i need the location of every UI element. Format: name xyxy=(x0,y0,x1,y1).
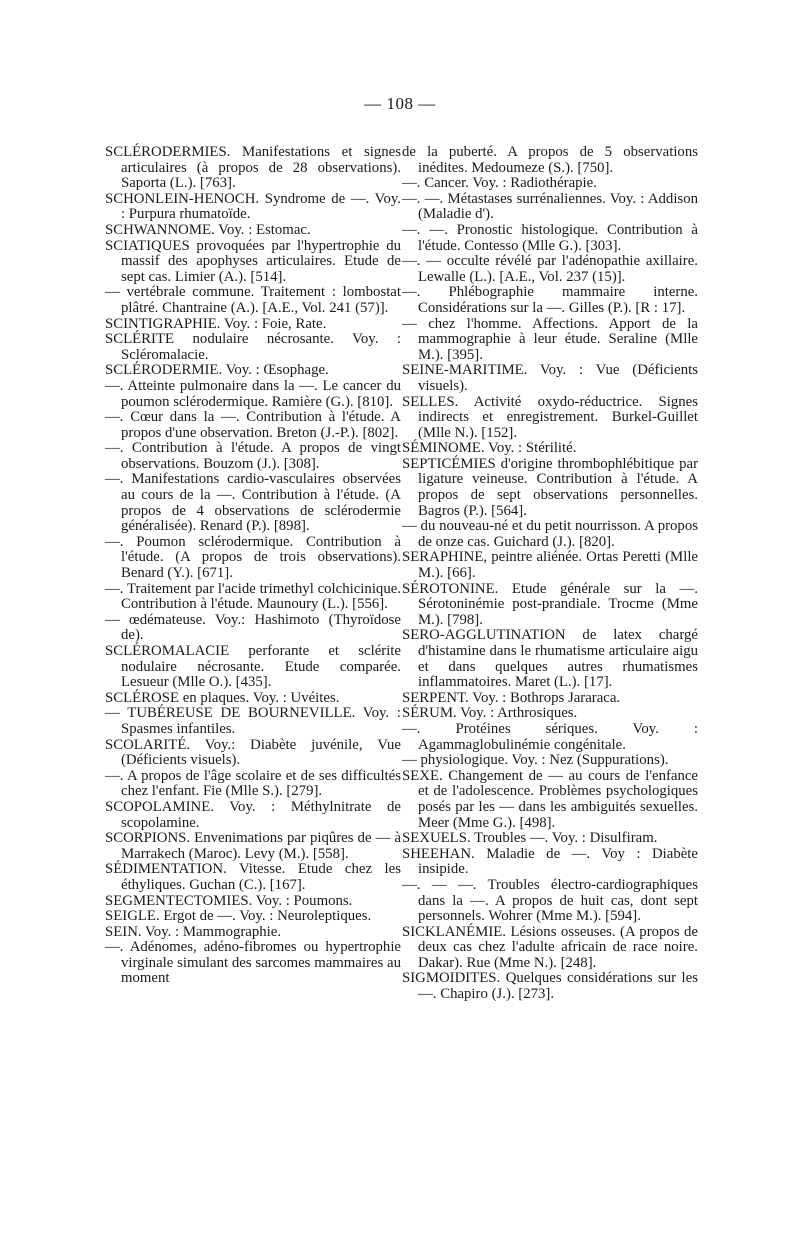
index-entry: SCORPIONS. Envenimations par piqûres de — à Marrakech (Maroc). Levy (M.). [558]. xyxy=(105,830,401,862)
index-entry: — vertébrale commune. Traitement : lombostat plâtré. Chantraine (A.). [A.E., Vol. 241 (57)]. xyxy=(105,284,401,316)
index-entry: —. A propos de l'âge scolaire et de ses difficultés chez l'enfant. Fie (Mlle S.). [279]. xyxy=(105,767,401,800)
index-entry: SCINTIGRAPHIE. Voy. : Foie, Rate. xyxy=(105,315,327,332)
index-entry: SEXUELS. Troubles —. Voy. : Disulfiram. xyxy=(402,830,658,847)
index-entry: SELLES. Activité oxydo-réductrice. Signes indirects et enregistrement. Burkel-Guillet (Mlle N.). [152]. xyxy=(402,393,698,441)
index-entry: SCLÉRODERMIES. Manifestations et signes articulaires (à propos de 28 observations). Saporta (L.). [763]. xyxy=(105,144,401,192)
index-entry: SEPTICÉMIES d'origine thrombophlébitique par ligature veineuse. Contribution à l'étude. A propos de sept observations personnelles. Bagros (P.). [564]. xyxy=(402,455,698,519)
index-entry: SHEEHAN. Maladie de —. Voy : Diabète insipide. xyxy=(402,845,698,878)
index-entry: SEINE-MARITIME. Voy. : Vue (Déficients visuels). xyxy=(402,362,698,394)
index-entry: —. — occulte révélé par l'adénopathie axillaire. Lewalle (L.). [A.E., Vol. 237 (15)]. xyxy=(402,253,698,285)
index-entry: SEGMENTECTOMIES. Voy. : Poumons. xyxy=(105,892,353,909)
index-entry: SCOLARITÉ. Voy.: Diabète juvénile, Vue (Déficients visuels). xyxy=(105,736,401,769)
index-entry: —. — —. Troubles électro-cardiographiques dans la —. A propos de huit cas, dont sept personnels. Wohrer (Mme M.). [594]. xyxy=(402,876,698,925)
index-entry: SCLÉROSE en plaques. Voy. : Uvéites. xyxy=(105,689,340,706)
index-entry: —. Adénomes, adéno-fibromes ou hypertrophie virginale simulant des sarcomes mammaires au moment xyxy=(105,939,401,987)
index-entry: SICKLANÉMIE. Lésions osseuses. (A propos de deux cas chez l'adulte africain de race noire. Dakar). Rue (Mme N.). [248]. xyxy=(402,923,698,971)
index-entry: —. Cancer. Voy. : Radiothérapie. xyxy=(402,175,597,192)
index-entry: SCOPOLAMINE. Voy. : Méthylnitrate de scopolamine. xyxy=(105,798,401,831)
index-entry: —. Atteinte pulmonaire dans la —. Le cancer du poumon sclérodermique. Ramière (G.). [810]. xyxy=(105,377,401,410)
index-entry: —. Phlébographie mammaire interne. Considérations sur la —. Gilles (P.). [R : 17]. xyxy=(402,284,698,316)
index-entry: — du nouveau-né et du petit nourrisson. A propos de onze cas. Guichard (J.). [820]. xyxy=(402,518,698,550)
index-entry: SÉMINOME. Voy. : Stérilité. xyxy=(402,440,577,457)
index-entry: —. —. Pronostic histologique. Contribution à l'étude. Contesso (Mlle G.). [303]. xyxy=(402,221,698,254)
index-entry: SEXE. Changement de — au cours de l'enfance et de l'adolescence. Problèmes psychologiques posés par les — dans les ambiguités sexuelles. Meer (Mme G.). [498]. xyxy=(402,767,698,831)
index-entry: SÉRUM. Voy. : Arthrosiques. xyxy=(402,705,578,722)
index-entry: —. Cœur dans la —. Contribution à l'étude. A propos d'une observation. Breton (J.-P.). [802]. xyxy=(105,409,401,441)
index-entry: SCLÉRITE nodulaire nécrosante. Voy. : Scléromalacie. xyxy=(105,331,401,363)
index-entry: SERPENT. Voy. : Bothrops Jararaca. xyxy=(402,689,621,706)
index-entry: —. Traitement par l'acide trimethyl colchicinique. Contribution à l'étude. Maunoury (L.). [556]. xyxy=(105,580,401,613)
index-entry: — TUBÉREUSE DE BOURNEVILLE. Voy. : Spasmes infantiles. xyxy=(105,705,401,737)
index-entry: SCIATIQUES provoquées par l'hypertrophie du massif des apophyses articulaires. Etude de sept cas. Limier (A.). [514]. xyxy=(105,237,401,285)
index-entry: SCHWANNOME. Voy. : Estomac. xyxy=(105,221,311,238)
index-entry: SERO-AGGLUTINATION de latex chargé d'histamine dans le rhumatisme articulaire aigu et dans quelques autres rhumatismes inflammatoires. Maret (L.). [17]. xyxy=(402,627,698,691)
index-entry: — physiologique. Voy. : Nez (Suppurations). xyxy=(402,752,669,769)
index-entry: SIGMOIDITES. Quelques considérations sur les —. Chapiro (J.). [273]. xyxy=(402,970,698,1003)
index-entry: SERAPHINE, peintre aliénée. Ortas Peretti (Mlle M.). [66]. xyxy=(402,549,698,582)
index-entry: SCLÉROMALACIE perforante et sclérite nodulaire nécrosante. Etude comparée. Lesueur (Mlle O.). [435]. xyxy=(105,643,401,691)
index-entry: SCHONLEIN-HENOCH. Syndrome de —. Voy. : Purpura rhumatoïde. xyxy=(105,190,401,223)
index-entry: — chez l'homme. Affections. Apport de la mammographie à leur étude. Seraline (Mlle M.). [395]. xyxy=(402,315,698,363)
right-column xyxy=(402,145,698,1003)
index-entry: —. Manifestations cardio-vasculaires observées au cours de la —. Contribution à l'étude. (A propos de 4 observations de sclérodermie généralisée). Renard (P.). [898]. xyxy=(105,471,401,535)
index-entry: —. Contribution à l'étude. A propos de vingt observations. Bouzom (J.). [308]. xyxy=(105,440,401,472)
index-entry: de la puberté. A propos de 5 observations inédites. Medoumeze (S.). [750]. xyxy=(402,144,698,176)
index-entry: SCLÉRODERMIE. Voy. : Œsophage. xyxy=(105,362,329,379)
index-entry: SÉROTONINE. Etude générale sur la —. Sérotoninémie post-prandiale. Trocme (Mme M.). [798]. xyxy=(402,580,698,628)
left-column xyxy=(105,145,401,987)
page-number: — 108 — xyxy=(364,94,436,113)
index-entry: —. Protéines sériques. Voy. : Agammaglobulinémie congénitale. xyxy=(402,720,698,753)
index-entry: SEIN. Voy. : Mammographie. xyxy=(105,923,282,940)
index-entry: —. Poumon sclérodermique. Contribution à l'étude. (A propos de trois observations). Benard (Y.). [671]. xyxy=(105,533,401,582)
index-entry: SÉDIMENTATION. Vitesse. Etude chez les éthyliques. Guchan (C.). [167]. xyxy=(105,861,401,893)
index-entry: — œdémateuse. Voy.: Hashimoto (Thyroïdose de). xyxy=(105,611,401,644)
index-entry: SEIGLE. Ergot de —. Voy. : Neuroleptiques. xyxy=(105,908,372,925)
index-entry: —. —. Métastases surrénaliennes. Voy. : Addison (Maladie d'). xyxy=(402,190,698,223)
